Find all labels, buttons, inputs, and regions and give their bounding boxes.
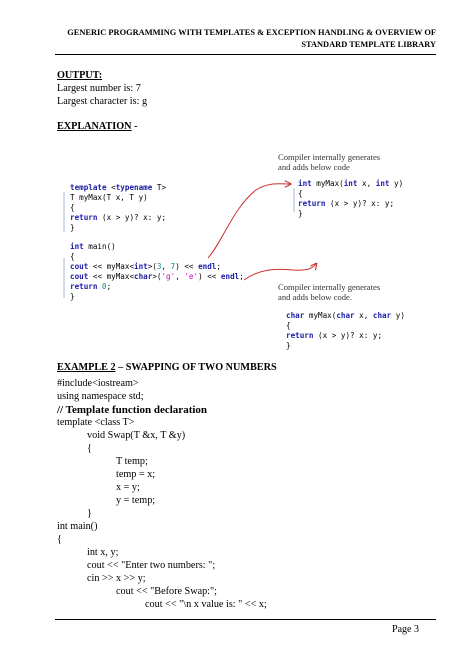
bottom-note-line-1: Compiler internally generates [278,282,381,292]
output-heading: OUTPUT: [57,70,103,81]
bottom-note-line-2: and adds below code. [278,292,352,302]
arrow-to-char-instantiation [244,264,316,280]
left-code-line-10: cout << myMax<char>('g', 'e') << endl; [70,272,244,281]
top-code-line-1: int myMax(int x, int y) [298,179,404,188]
code-line-5: void Swap(T &x, T &y) [87,430,186,441]
code-line-8: temp = x; [116,469,156,480]
explanation-heading-text: EXPLANATION [57,121,132,132]
top-code-line-2: { [298,189,303,198]
bottom-code-line-3: return (x > y)? x: y; [286,331,383,340]
left-code-line-8: { [70,252,75,261]
output-line-1: Largest number is: 7 [57,83,141,94]
left-code-line-7: int main() [70,242,116,251]
example2-heading-rest: – SWAPPING OF TWO NUMBERS [115,362,277,373]
footer-rule [55,619,436,620]
left-code-line-4: return (x > y)? x: y; [70,213,167,222]
explanation-heading [57,121,137,133]
header-line-2: STANDARD TEMPLATE LIBRARY [301,40,436,49]
page-number: Page 3 [392,624,419,635]
arrow-to-int-instantiation [208,184,290,258]
output-line-2: Largest character is: g [57,96,148,107]
top-note [278,152,381,172]
top-code [298,179,403,218]
left-code-line-2: T myMax(T x, T y) [70,193,148,202]
left-code-line-12: } [70,292,75,301]
header-line-1: GENERIC PROGRAMMING WITH TEMPLATES & EXCEPTION HANDLING & OVERVIEW OF [67,28,436,37]
bottom-code-line-1: char myMax(char x, char y) [286,311,405,320]
left-code-line-5: } [70,223,75,232]
template-instantiation-figure [58,146,420,358]
code-line-12: int main() [57,521,98,532]
code-line-2: using namespace std; [57,391,144,402]
bottom-code [286,311,405,350]
bottom-note [278,282,381,302]
left-code-line-1: template <typename T> [70,183,167,192]
code-line-11: } [87,508,92,519]
code-line-3: // Template function declaration [57,404,208,416]
left-code [70,183,244,301]
top-code-line-4: } [298,209,303,218]
code-line-6: { [87,443,92,454]
code-line-1: #include<iostream> [57,378,139,389]
code-line-4: template <class T> [57,417,135,428]
left-code-line-9: cout << myMax<int>(3, 7) << endl; [70,262,221,271]
top-note-line-1: Compiler internally generates [278,152,381,162]
example2-heading [57,362,277,374]
bottom-code-line-2: { [286,321,291,330]
code-line-17: cout << "Before Swap:"; [116,586,218,597]
code-line-13: { [57,534,62,545]
code-line-9: x = y; [116,482,140,493]
running-header [36,27,436,51]
example2-heading-label: EXAMPLE 2 [57,362,116,373]
code-line-7: T temp; [116,456,148,467]
code-line-15: cout << "Enter two numbers: "; [87,560,216,571]
top-note-line-2: and adds below code [278,162,350,172]
explanation-heading-dash: - [131,121,138,132]
top-code-line-3: return (x > y)? x: y; [298,199,395,208]
header-rule [55,54,436,55]
code-line-16: cin >> x >> y; [87,573,146,584]
code-line-14: int x, y; [87,547,119,558]
bottom-code-line-4: } [286,341,291,350]
code-line-10: y = temp; [116,495,156,506]
left-code-line-11: return 0; [70,282,112,291]
left-code-line-3: { [70,203,75,212]
code-line-18: cout << "\n x value is: " << x; [145,599,267,610]
